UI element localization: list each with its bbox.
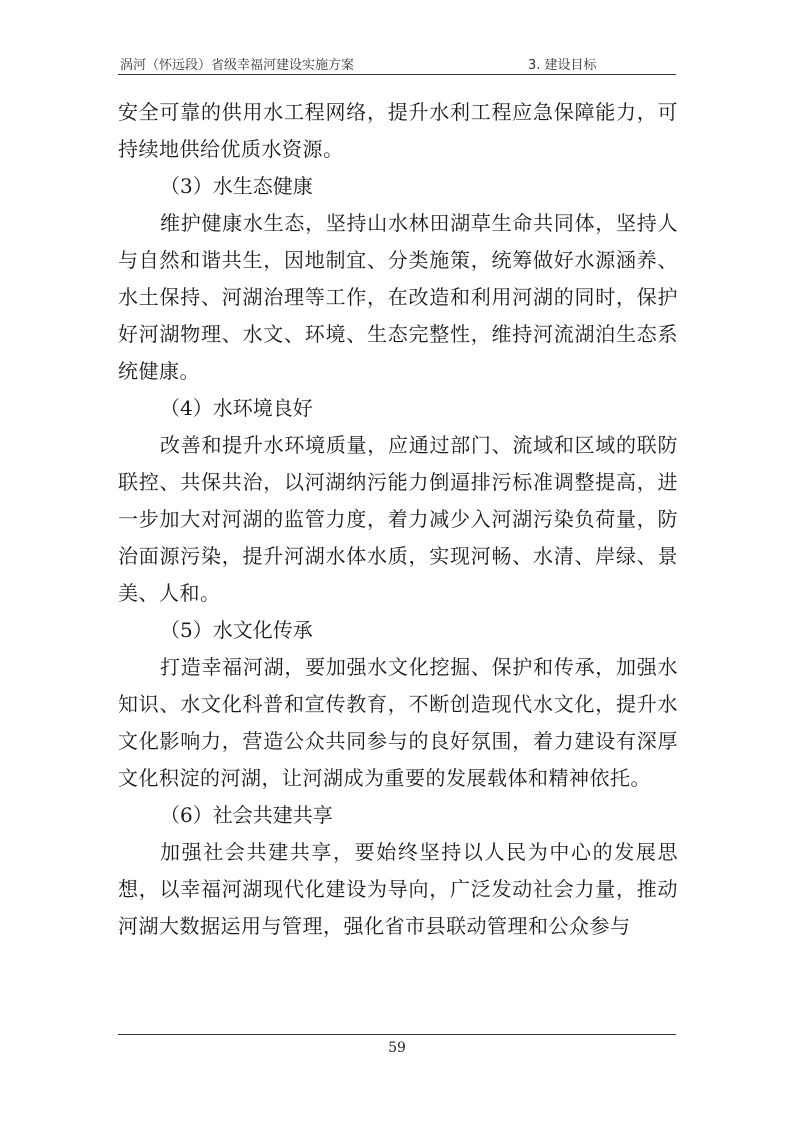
paragraph-social-sharing: 加强社会共建共享，要始终坚持以人民为中心的发展思想，以幸福河湖现代化建设为导向，广泛发动社会力量，推动河湖大数据运用与管理，强化省市县联动管理和公众参与 xyxy=(118,840,678,938)
heading-social-sharing: （6）社会共建共享 xyxy=(160,803,333,827)
paragraph-water-culture: 打造幸福河湖，要加强水文化挖掘、保护和传承，加强水知识、水文化科普和宣传教育，不断创造现代水文化，提升水文化影响力，营造公众共同参与的良好氛围，着力建设有深厚文化积淀的河湖，让河湖成为重要的发展载体和精神依托。 xyxy=(118,655,678,790)
page-number: 59 xyxy=(388,1040,406,1056)
heading-water-environment: （4）水环境良好 xyxy=(160,396,313,420)
heading-water-ecology: （3）水生态健康 xyxy=(160,174,313,198)
paragraph-continued: 安全可靠的供用水工程网络，提升水利工程应急保障能力，可持续地供给优质水资源。 xyxy=(118,100,678,161)
heading-water-culture: （5）水文化传承 xyxy=(160,618,313,642)
document-title: 涡河（怀远段）省级幸福河建设实施方案 xyxy=(120,58,355,73)
page-header xyxy=(118,52,676,75)
footer-divider xyxy=(118,1034,676,1035)
paragraph-water-environment: 改善和提升水环境质量，应通过部门、流域和区域的联防联控、共保共治，以河湖纳污能力倒逼排污标准调整提高，进一步加大对河湖的监管力度，着力减少入河湖污染负荷量，防治面源污染，提升河湖水体水质，实现河畅、水清、岸绿、景美、人和。 xyxy=(118,433,678,605)
section-title: 3. 建设目标 xyxy=(528,58,597,73)
page-body xyxy=(118,94,678,945)
paragraph-water-ecology: 维护健康水生态，坚持山水林田湖草生命共同体，坚持人与自然和谐共生，因地制宜、分类施策，统筹做好水源涵养、水土保持、河湖治理等工作，在改造和利用河湖的同时，保护好河湖物理、水文、环境、生态完整性，维持河流湖泊生态系统健康。 xyxy=(118,211,678,383)
